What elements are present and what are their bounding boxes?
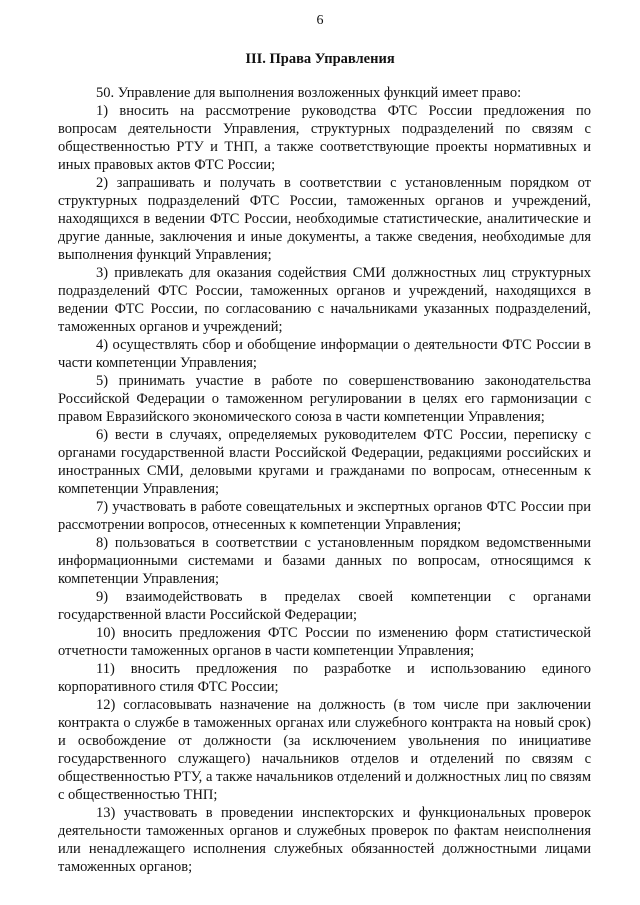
paragraph-item-7: 7) участвовать в работе совещательных и экспертных органов ФТС России при рассмотрении вопросов, отнесенных к компетенции Управления;: [58, 499, 591, 533]
paragraph-item-11: 11) вносить предложения по разработке и использованию единого корпоративного стиля ФТС России;: [58, 661, 591, 695]
paragraph-item-3: 3) привлекать для оказания содействия СМИ должностных лиц структурных подразделений ФТС России, таможенных органов и учреждений, находящихся в ведении ФТС России, по согласованию с начальниками указанных подразделений, таможенных органов и учреждений;: [58, 265, 591, 335]
paragraph-item-13: 13) участвовать в проведении инспекторских и функциональных проверок деятельности таможенных органов и служебных проверок по фактам неисполнения или ненадлежащего исполнения служебных обязанностей должностными лицами таможенных органов;: [58, 805, 591, 875]
paragraph-item-1: 1) вносить на рассмотрение руководства ФТС России предложения по вопросам деятельности Управления, структурных подразделений по связям с общественностью РТУ и ТНП, а также соответствующие проекты нормативных и иных правовых актов ФТС России;: [58, 103, 591, 173]
paragraph-item-6: 6) вести в случаях, определяемых руководителем ФТС России, переписку с органами государственной власти Российской Федерации, редакциями российских и иностранных СМИ, деловыми кругами и гражданами по вопросам, отнесенным к компетенции Управления;: [58, 427, 591, 497]
document-body: [58, 84, 591, 876]
paragraph-item-4: 4) осуществлять сбор и обобщение информации о деятельности ФТС России в части компетенции Управления;: [58, 337, 591, 371]
paragraph-item-9: 9) взаимодействовать в пределах своей компетенции с органами государственной власти Российской Федерации;: [58, 589, 591, 623]
paragraph-item-12: 12) согласовывать назначение на должность (в том числе при заключении контракта о службе в таможенных органах или служебного контракта на новый срок) и освобождение от должности (за исключением увольнения по инициативе государственного служащего) начальников отделов и отделений по связям с общественностью РТУ, а также начальников отделений и должностных лиц по связям с общественностью ТНП;: [58, 697, 591, 803]
page-number: 6: [316, 13, 324, 28]
paragraph-intro: 50. Управление для выполнения возложенных функций имеет право:: [96, 85, 522, 101]
paragraph-item-5: 5) принимать участие в работе по совершенствованию законодательства Российской Федерации о таможенном регулировании в целях его гармонизации с правом Евразийского экономического союза в части компетенции Управления;: [58, 373, 591, 425]
paragraph-item-10: 10) вносить предложения ФТС России по изменению форм статистической отчетности таможенных органов в части компетенции Управления;: [58, 625, 591, 659]
paragraph-item-2: 2) запрашивать и получать в соответствии с установленным порядком от структурных подразделений ФТС России, таможенных органов и учреждений, находящихся в ведении ФТС России, необходимые статистические, аналитические и другие данные, заключения и иные документы, а также сведения, необходимые для выполнения функций Управления;: [58, 175, 591, 263]
paragraph-item-8: 8) пользоваться в соответствии с установленным порядком ведомственными информационными системами и базами данных по вопросам, относящимся к компетенции Управления;: [58, 535, 591, 587]
section-title: III. Права Управления: [245, 51, 395, 67]
